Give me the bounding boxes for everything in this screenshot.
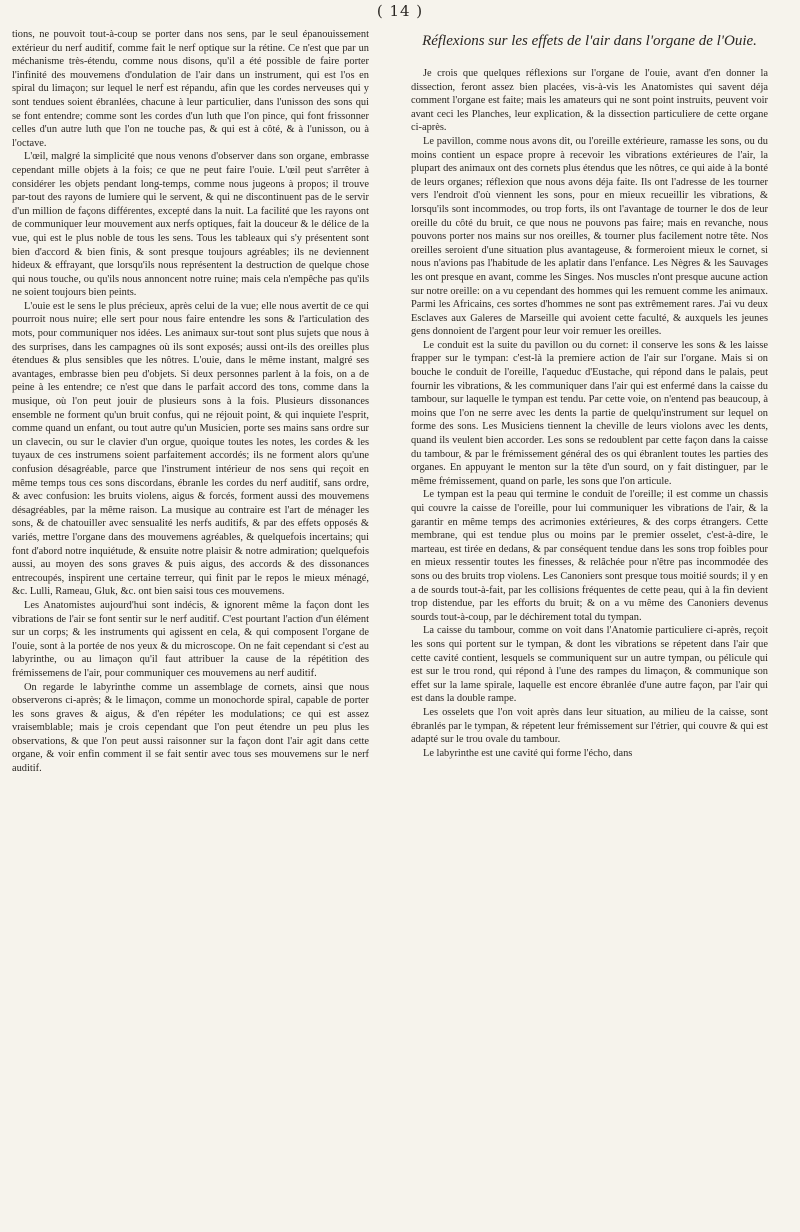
paragraph: Les Anatomistes aujourd'hui sont indécis, & ignorent même la façon dont les vibrations de l'air se font sentir sur le nerf auditif. C'est pourtant l'action d'un élément sur un corps; & les instruments qui agissent en cela, & qui composent l'organe de l'ouie, sont à la portée de nos yeux & du microscope. On ne fait cependant si c'est au labyrinthe, ou au limaçon qu'il faut attribuer la cause de la répétition des frémissemens de l'air, pour communiquer ces mouvemens au nerf auditif. bbox=[12, 599, 369, 679]
paragraph: Les osselets que l'on voit après dans leur situation, au milieu de la caisse, sont ébranlés par le tympan, & répetent leur frémissement sur l'étrier, qui couvre & qui est adapté sur le trou ovale du tambour. bbox=[411, 706, 768, 746]
paragraph: La caisse du tambour, comme on voit dans l'Anatomie particuliere ci-après, reçoit les sons qui portent sur le tympan, & dont les vibrations se répetent dans l'air que cette cavité contient, lesquels se communiquent sur un autre tympan, ou pélicule qui est sur le trou rond, qui répond à l'une des rampes du limaçon, & communique son effet sur la lame spirale, laquelle est encore ébranlée d'une autre façon, par l'air qui est dans la double rampe. bbox=[411, 625, 768, 705]
right-column bbox=[411, 28, 768, 1220]
paragraph: Le tympan est la peau qui termine le conduit de l'oreille; il est comme un chassis qui couvre la caisse de l'oreille, pour lui communiquer les vibrations de l'air, & la garantir en même temps des acrimonies extérieures, & des corps étrangers. Cette membrane, qui est tendue plus ou moins par le premier osselet, c'est-à-dire, le marteau, est tirée en dedans, & par conséquent tendue dans les sons trop foibles pour en mieux ressentir toutes les finesses, & relâchée pour n'être pas incommodée des sons ou des bruits trop violens. Les Canoniers sont presque tous moitié sourds; il y en a de sourds tout-à-fait, par les collisions fréquentes de cette peau, qui à la fin devient trop distendue, par les efforts du bruit; & on a vu même des Canoniers devenus sourds tout-à-coup, par le déchirement total du tympan. bbox=[411, 489, 768, 623]
page-number: ( 14 ) bbox=[376, 2, 424, 20]
paragraph: L'ouie est le sens le plus précieux, après celui de la vue; elle nous avertit de ce qui pourroit nous nuire; elle sert pour nous faire entendre les sons & l'articulation des mots, pour communiquer nos idées. Les animaux sur-tout sont plus sujets que nous à des surprises, dans les campagnes où ils sont exposés; aussi ont-ils des oreilles plus étendues & plus sensibles que les nôtres. L'ouie, dans le même instant, malgré ses avantages, embrasse bien peu d'objets. Si deux personnes parlent à la fois, on a de peine à les entendre; ce n'est que dans le parfait accord des tons, comme dans la musique, où l'on peut jouir de plusieurs sons à la fois. Plusieurs dissonances ensemble ne forment qu'un bruit confus, qui ne réjouit point, & qui inquiete l'esprit, comme quand un enfant, ou tout autre qu'un Musicien, porte ses mains sans ordre sur un clavecin, ou sur le clavier d'un orgue, quoique toutes les notes, les cordes & les tuyaux de ces instrumens soient parfaitement accordés; ils ne forment alors qu'une confusion désagréable, parce que l'instrument intérieur de nos sens qui reçoit en même temps tous ces sons discordans, ébranle les cordes du nerf auditif, sans ordre, & avec confusion: les bruits violens, aigus & forcés, forment aussi des mouvemens désagréables, par la même raison. La musique au contraire est l'art de ménager les sons, & de chatouiller avec sensualité les nerfs auditifs, & par des effets opposés & variés, mettre l'organe dans des mouvemens agréables, & quelquefois incertains; qui font d'abord notre inquiétude, & ensuite notre plaisir & notre admiration; quelquefois aussi, au moyen des sons graves & puis aigus, des accords & des dissonances entrecoupés, inspirent une certaine terreur, qui finit par le repos le mieux ménagé, &c. Lulli, Rameau, Gluk, &c. ont bien saisi tous ces mouvemens. bbox=[12, 300, 369, 598]
paragraph: tions, ne pouvoit tout-à-coup se porter dans nos sens, par le seul épanouissement extérieur du nerf auditif, comme fait le nerf optique sur la rétine. Ce n'est que par un méchanisme très-étendu, comme nous disons, qu'il a été possible de faire porter l'infinité des mouvemens d'ondulation de l'air dans un instrument, qui est l'os en spiral du limaçon; sur lequel le nerf est répandu, afin que les cordes nerveuses qui y sont tendues soient ébranlées, chacune à leur particulier, dans l'unisson des sons qui se font entendre; comme sont les cordes d'un luth que l'on pince, qui font frissonner celles d'un autre luth que l'on ne touche pas, & qui est à côté, & à l'unisson, ou à l'octave. bbox=[12, 29, 369, 149]
section-heading: Réflexions sur les effets de l'air dans l'organe de l'Ouie. bbox=[422, 33, 757, 49]
paragraph: Le pavillon, comme nous avons dit, ou l'oreille extérieure, ramasse les sons, ou du moins contient un espace propre à recevoir les vibrations extérieures de l'air, la plupart des animaux ont des cornets plus étendus que les nôtres, ce qui aide à la bonté de leurs organes; réflexion que nous avons déja faite. Ils ont l'adresse de les tourner vers l'endroit d'où viennent les sons, pour en mieux recueillir les vibrations, & lorsqu'ils sont incommodes, ou trop forts, ils ont l'avantage de tourner le dos de leur oreille du côté du bruit, ce que nous ne pouvons pas faire; mais en revanche, nous pouvons porter nos mains sur nos oreilles, & tourner plus facilement notre tête. Nos oreilles seroient d'une situation plus avantageuse, & formeroient mieux le cornet, si nous n'avions pas l'habitude de les aplatir dans l'enfance. Les Nègres & les Sauvages les ont presque en avant, comme les Singes. Nos muscles n'ont presque aucune action sur notre oreille: on a vu cependant des hommes qui les remuent comme les animaux. Parmi les Africains, ces sortes d'hommes ne sont pas extrêmement rares. J'ai vu deux Esclaves aux Galeres de Marseille qui avoient cette faculté, & auxquels les jeunes gens donnoient de l'argent pour leur voir remuer les oreilles. bbox=[411, 135, 768, 338]
paragraph: L'œil, malgré la simplicité que nous venons d'observer dans son organe, embrasse cependant mille objets à la fois; ce que ne peut faire l'ouie. L'œil peut s'arrêter à considérer les objets pendant long-temps, comme nous jugeons à propos; il trouve par-tout des rayons de lumiere qui le servent, & qui ne discontinuent pas de le servir d'un million de façons différentes, excepté dans la nuit. La facilité que les rayons ont de communiquer leur mouvement aux nerfs optiques, fait la douceur & le délice de la vue, qui est le plus noble de tous les sens. Tous les tableaux qui s'y présentent sont bien d'accord & bien finis, & sont presque toujours agréables; ils ne deviennent hideux & effrayant, que lorsqu'ils nous représentent la destruction de quelque chose qui nous touche, ou qu'ils nous annoncent notre ruine; mais cela n'empêche pas qu'ils ne soient toujours bien peints. bbox=[12, 151, 369, 299]
left-column bbox=[12, 28, 369, 1220]
paragraph: Le conduit est la suite du pavillon ou du cornet: il conserve les sons & les laisse frapper sur le tympan: c'est-là la premiere action de l'air sur l'organe. Mais si on bouche le conduit de l'oreille, l'aqueduc d'Eustache, qui répond dans le palais, peut fournir les vibrations, & les communiquer dans l'air qui est enfermé dans la caisse du tambour, sur laquelle le tympan est tendu. Par cette voie, on n'entend pas beaucoup, à moins que l'on ne serre avec les dents la partie de quelqu'instrument sur lequel on forme des sons. Les Musiciens tiennent la cheville de leurs violons avec les dents, quand ils veulent bien accorder. Les sons se redoublent par cette façon dans la caisse du tambour, & par le frémissement général des os qui ébranlent toutes les parties des organes. En appuyant le menton sur la tête d'un sourd, on y fait distinguer, par le même frémissement, quand on parle, les sons que l'on articule. bbox=[411, 339, 768, 487]
paragraph: Je crois que quelques réflexions sur l'organe de l'ouie, avant d'en donner la dissection, feront assez bien placées, vis-à-vis les Anatomistes qui savent déja comment l'organe est faite; mais les amateurs qui ne sont point instruits, peuvent voir avant ceci les Planches, leur explication, & la dissection particuliere de cette organe ci-après. bbox=[411, 68, 768, 134]
paragraph: Le labyrinthe est une cavité qui forme l'écho, dans bbox=[423, 747, 633, 759]
paragraph: On regarde le labyrinthe comme un assemblage de cornets, ainsi que nous observerons ci-après; & le limaçon, comme un monochorde spiral, capable de porter les sons graves & aigus, & d'en répéter les modulations; ce qui est assez vraisemblable; mais je crois cependant que l'on peut étendre un peu plus les observations, & que l'on peut aussi raisonner sur la façon dont l'air agit dans cette organe, & voir enfin comment il se fait sentir avec tous ses mouvemens sur le nerf auditif. bbox=[12, 681, 369, 775]
